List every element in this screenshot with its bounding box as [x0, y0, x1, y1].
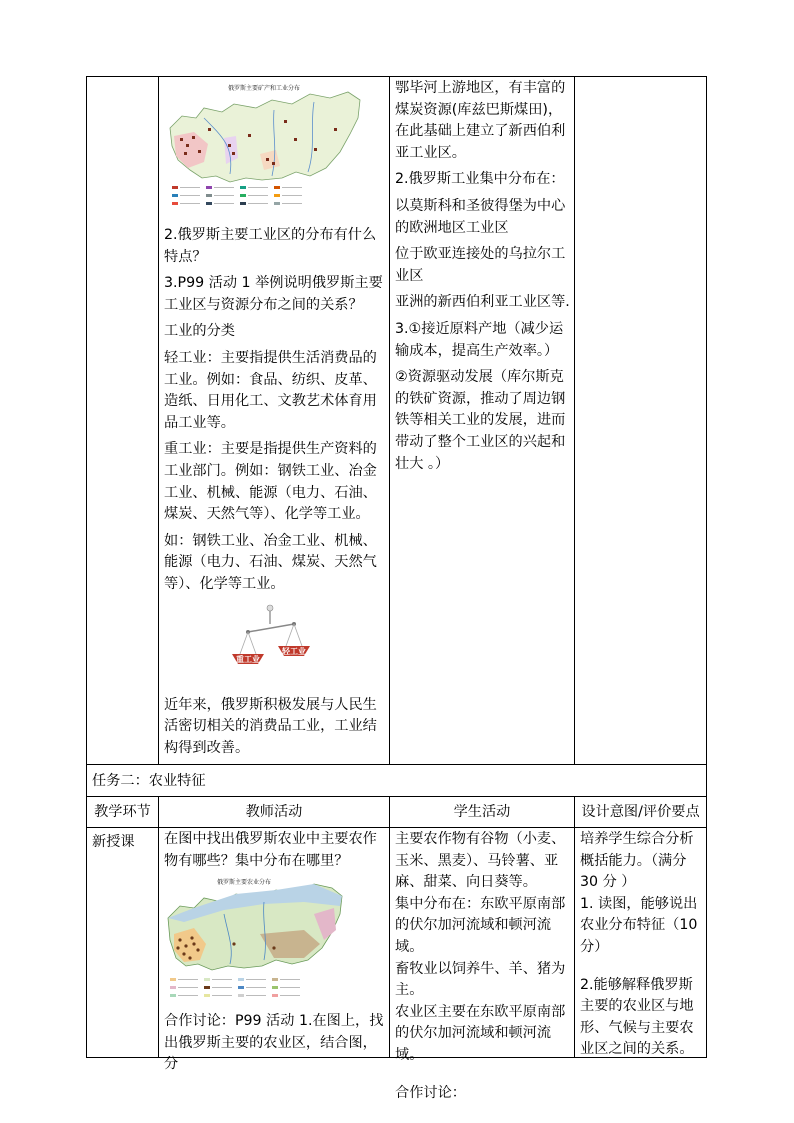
map2-legend	[170, 978, 300, 997]
table-rule-header-bottom	[86, 827, 707, 828]
recent-development-note: 近年来，俄罗斯积极发展与人民生活密切相关的消费品工业，工业结构得到改善。	[164, 696, 377, 756]
russia-agriculture-map	[164, 874, 344, 1006]
table-col-rule-3-bottom	[574, 796, 575, 1057]
answer-3-point-1: 3.①接近原料产地（减少运输成本，提高生产效率。）	[395, 320, 564, 359]
question-3: 3.P99 活动 1 举例说明俄罗斯主要工业区与资源分布之间的关系？	[164, 275, 383, 313]
design-intent-goal: 培养学生综合分析概括能力。（满分 30 分 ）	[580, 831, 694, 891]
light-industry-label: 轻工业	[282, 646, 306, 656]
stage-cell	[92, 832, 156, 854]
kuzbass-note: 鄂毕河上游地区，有丰富的煤炭资源(库兹巴斯煤田)，在此基础上建立了新西伯利亚工业区。	[395, 80, 566, 161]
task2-title: 任务二：农业特征	[92, 773, 206, 789]
heavy-industry-examples: 如：钢铁工业、冶金工业、机械、能源（电力、石油、煤炭、天然气等）、化学等工业。	[164, 532, 377, 592]
table-col-rule-1-top	[158, 76, 159, 764]
table-border-top	[86, 76, 707, 77]
header-student: 学生活动	[453, 804, 511, 820]
table-col-rule-2-top	[389, 76, 390, 764]
balance-beam	[248, 624, 294, 632]
student-activity-cell	[395, 829, 573, 1104]
top-teacher-cell	[164, 78, 386, 759]
industry-balance-figure	[164, 602, 386, 690]
agriculture-question: 在图中找出俄罗斯农业中主要农作物有哪些？集中分布在哪里？	[164, 831, 377, 869]
design-intent-cell	[580, 829, 704, 1061]
design-criterion-1: 1. 读图，能够说出农业分布特征（10 分）	[580, 895, 698, 955]
design-criterion-2: 2.能够解释俄罗斯主要的农业区与地形、气候与主要农业区之间的关系。	[580, 976, 694, 1058]
agriculture-region-answer: 农业区主要在东欧平原南部的伏尔加河流域和顿河流域。	[395, 1003, 566, 1063]
stage-label: 新授课	[92, 834, 135, 850]
header-stage: 教学环节	[94, 804, 151, 820]
russia-industry-map	[164, 78, 364, 220]
heavy-industry-definition: 重工业：主要是指提供生产资料的工业部门。例如：钢铁工业、冶金工业、机械、能源（电力、石油、煤炭、天然气等）、化学等工业。	[164, 441, 377, 523]
task2-cell	[92, 771, 692, 793]
table-rule-header-top	[86, 796, 707, 797]
light-industry-definition: 轻工业：主要指提供生活消费品的工业。例如：食品、纺织、皮革、造纸、日用化工、文教艺术体育用品工业等。	[164, 349, 377, 431]
heavy-industry-label: 重工业	[236, 654, 260, 664]
table-border-right	[706, 76, 707, 1057]
balance-top-icon	[267, 605, 273, 611]
table-rule-task2-top	[86, 764, 707, 765]
table-border-left	[86, 76, 87, 1057]
cooperative-discussion-prompt: 合作讨论：P99 活动 1.在图上，找出俄罗斯主要的农业区，结合图，分	[164, 1013, 384, 1073]
question-2: 2.俄罗斯主要工业区的分布有什么特点？	[164, 227, 377, 265]
map1-title: 俄罗斯主要矿产和工业分布	[227, 85, 301, 92]
table-col-rule-2-bottom	[389, 796, 390, 1057]
main-crops-answer: 主要农作物有谷物（小麦、玉米、黑麦）、马铃薯、亚麻、甜菜、向日葵等。	[395, 831, 566, 891]
map1-legend	[172, 186, 302, 205]
cooperative-discussion-label: 合作讨论：	[395, 1084, 466, 1101]
header-teacher: 教师活动	[245, 804, 303, 820]
header-design: 设计意图/评价要点	[581, 804, 700, 820]
map2-title: 俄罗斯主要农业分布	[216, 879, 272, 887]
answer-3-point-2: ②资源驱动发展（库尔斯克的铁矿资源，推动了周边钢铁等相关工业的发展，进而带动了整个工业区的兴起和壮大 。）	[395, 369, 566, 472]
crop-distribution-answer: 集中分布在：东欧平原南部的伏尔加河流域和顿河流域。	[395, 895, 566, 955]
novosibirsk-industry-region-text: 亚洲的新西伯利亚工业区等.	[395, 294, 570, 311]
ural-industry-region-text: 位于欧亚连接处的乌拉尔工业区	[395, 246, 566, 284]
european-industry-region-text: 以莫斯科和圣彼得堡为中心的欧洲地区工业区	[395, 197, 566, 236]
table-col-rule-3-top	[574, 76, 575, 764]
top-student-cell	[395, 78, 573, 475]
table-col-rule-1-bottom	[158, 796, 159, 1057]
teacher-activity-cell	[164, 829, 386, 1076]
industry-distribution-heading: 2.俄罗斯工业集中分布在：	[395, 171, 565, 188]
industry-classification-heading: 工业的分类	[164, 323, 235, 340]
livestock-answer: 畜牧业以饲养牛、羊、猪为主。	[395, 960, 566, 999]
